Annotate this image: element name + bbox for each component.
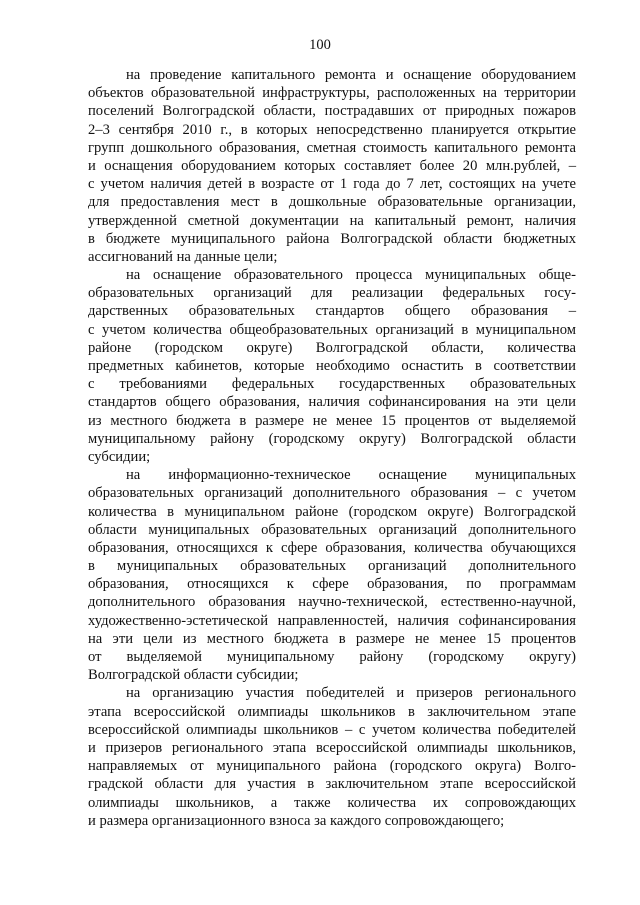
text-line: групп дошкольного образования, сметная стоимость капитального ремонта [88, 139, 576, 156]
page-number: 100 [309, 37, 331, 53]
text-line: образования, относящихся к сфере образования, по программам [88, 576, 576, 593]
text-line: на эти цели из местного бюджета в размере не менее 15 процентов [88, 630, 576, 647]
text-line: на проведение капитального ремонта и оснащение оборудованием [126, 67, 576, 83]
paragraph-capital-repair [88, 66, 576, 266]
text-line: и призеров регионального этапа всероссийской олимпиады школьников, [88, 739, 576, 756]
text-line: муниципальному району (городскому округу) Волгоградской области [88, 430, 576, 447]
text-line: субсидии; [88, 448, 151, 465]
text-line: 2–3 сентября 2010 г., в которых непосредственно планируется открытие [88, 121, 576, 138]
text-line: для предоставления мест в дошкольные образовательные организации, [88, 194, 576, 211]
text-line: и размера организационного взноса за каждого сопровождающего; [88, 812, 505, 829]
text-line: художественно-эстетической направленностей, наличия софинансирования [88, 612, 576, 629]
paragraph-olympiad [88, 684, 576, 830]
text-line: образовательных организаций для реализации федеральных госу- [88, 285, 576, 302]
text-line: в муниципальных образовательных организаций дополнительного [88, 558, 576, 575]
paragraph-it-equipment [88, 466, 576, 684]
text-line: на организацию участия победителей и призеров регионального [126, 685, 576, 702]
text-line: Волгоградской области субсидии; [88, 667, 299, 684]
text-line: олимпиады школьников, а также количества их сопровождающих [88, 794, 576, 811]
text-line: с учетом наличия детей в возрасте от 1 года до 7 лет, состоящих на учете [88, 176, 576, 193]
text-line: от выделяемой муниципальному району (городскому округу) [88, 649, 576, 665]
text-line: районе (городском округе) Волгоградской области, количества [88, 339, 576, 356]
text-line: дополнительного образования научно-технической, естественно-научной, [88, 594, 576, 611]
text-line: предметных кабинетов, которые необходимо оснастить в соответствии [88, 358, 576, 374]
text-line: образования, относящихся к сфере образования, количества обучающихся [88, 539, 576, 556]
document-body [88, 66, 576, 830]
text-line: градской области для участия в заключительном этапе всероссийской [88, 776, 576, 793]
text-line: на информационно-техническое оснащение муниципальных [126, 467, 576, 484]
text-line: ассигнований на данные цели; [88, 248, 278, 265]
text-line: утвержденной сметной документации на капитальный ремонт, наличия [88, 212, 576, 229]
text-line: стандартов общего образования, наличия софинансирования на эти цели [88, 394, 576, 411]
text-line: направляемых от муниципального района (городского округа) Волго- [88, 758, 576, 775]
text-line: образовательных организаций дополнительного образования – с учетом [88, 485, 576, 502]
text-line: с учетом количества общеобразовательных организаций в муниципальном [88, 321, 576, 338]
text-line: всероссийской олимпиады школьников – с учетом количества победителей [88, 721, 576, 738]
text-line: количества в муниципальном районе (городском округе) Волгоградской [88, 503, 576, 520]
text-line: области муниципальных образовательных организаций дополнительного [88, 521, 576, 538]
text-line: этапа всероссийской олимпиады школьников в заключительном этапе [88, 703, 576, 720]
text-line: дарственных образовательных стандартов общего образования – [88, 303, 576, 320]
text-line: в бюджете муниципального района Волгоградской области бюджетных [88, 230, 576, 247]
text-line: и оснащения оборудованием которых составляет более 20 млн.рублей, – [88, 157, 576, 174]
text-line: объектов образовательной инфраструктуры, расположенных на территории [88, 85, 576, 102]
paragraph-equipment-standards [88, 266, 576, 466]
text-line: поселений Волгоградской области, пострадавших от природных пожаров [88, 103, 576, 120]
text-line: на оснащение образовательного процесса муниципальных обще- [126, 267, 576, 284]
text-line: с требованиями федеральных государственных образовательных [88, 376, 576, 393]
text-line: из местного бюджета в размере не менее 15 процентов от выделяемой [88, 412, 576, 429]
